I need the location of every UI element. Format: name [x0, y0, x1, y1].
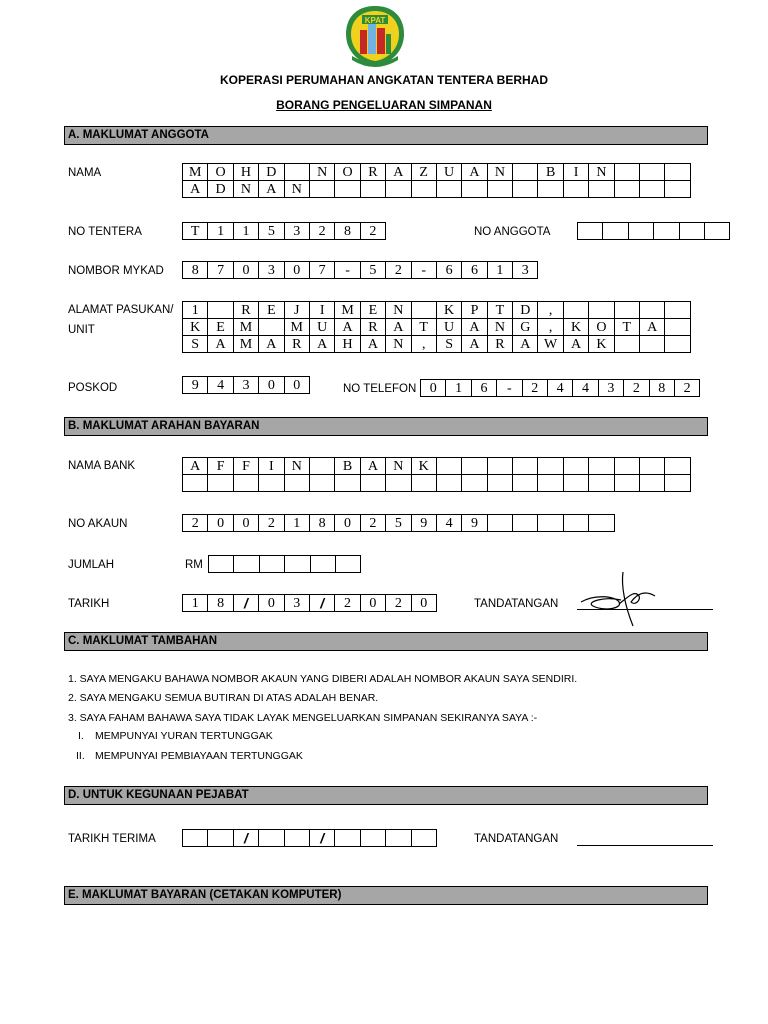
char-cell: A — [183, 181, 208, 198]
char-cell: I — [310, 302, 335, 319]
char-cell: 1 — [208, 223, 233, 240]
char-cell: 1 — [183, 302, 208, 319]
logo-text: KPAT — [364, 16, 386, 25]
nama-grid[interactable] — [182, 163, 691, 198]
char-cell — [310, 458, 335, 475]
char-cell: - — [497, 380, 522, 397]
char-cell: 2 — [523, 380, 548, 397]
alamat-row-2[interactable] — [183, 319, 691, 336]
char-cell — [615, 181, 640, 198]
char-cell: 1 — [234, 223, 259, 240]
char-cell — [640, 164, 665, 181]
char-cell — [386, 475, 411, 492]
char-cell: 8 — [650, 380, 675, 397]
char-cell: 2 — [386, 595, 411, 612]
poskod-field[interactable] — [182, 376, 310, 394]
char-cell: 2 — [361, 223, 386, 240]
char-cell — [640, 458, 665, 475]
section-d-header: D. UNTUK KEGUNAAN PEJABAT — [64, 786, 708, 805]
char-cell: 9 — [462, 515, 487, 532]
char-cell: 8 — [208, 595, 233, 612]
char-cell: / — [234, 595, 259, 612]
char-cell: N — [285, 181, 310, 198]
char-cell: 3 — [513, 262, 538, 279]
char-cell — [564, 475, 589, 492]
char-cell: N — [234, 181, 259, 198]
char-cell: A — [564, 336, 589, 353]
char-cell: A — [310, 336, 335, 353]
char-cell — [615, 336, 640, 353]
char-cell — [589, 302, 614, 319]
char-cell: F — [208, 458, 233, 475]
char-cell: T — [615, 319, 640, 336]
item-ii: MEMPUNYAI PEMBIAYAAN TERTUNGGAK — [95, 750, 303, 762]
char-cell: D — [259, 164, 284, 181]
char-cell — [564, 458, 589, 475]
char-cell: 2 — [624, 380, 649, 397]
char-cell — [665, 302, 690, 319]
alamat-label-1: ALAMAT PASUKAN/ — [68, 304, 174, 316]
char-cell: N — [386, 458, 411, 475]
char-cell: N — [488, 164, 513, 181]
char-cell — [538, 458, 563, 475]
char-cell: B — [538, 164, 563, 181]
char-cell: A — [640, 319, 665, 336]
char-cell — [513, 458, 538, 475]
char-cell — [589, 515, 614, 532]
char-cell: A — [513, 336, 538, 353]
char-cell — [513, 515, 538, 532]
char-cell — [386, 830, 411, 847]
mykad-label: NOMBOR MYKAD — [68, 265, 164, 277]
char-cell: H — [335, 336, 360, 353]
char-cell — [538, 181, 563, 198]
char-cell: T — [488, 302, 513, 319]
statement-3: 3. SAYA FAHAM BAHAWA SAYA TIDAK LAYAK MENGELUARKAN SIMPANAN SEKIRANYA SAYA :- — [68, 712, 538, 724]
char-cell: 3 — [234, 377, 259, 394]
kpat-logo — [342, 4, 408, 68]
no-tentera-label: NO TENTERA — [68, 226, 142, 238]
char-cell: 2 — [335, 595, 360, 612]
char-cell — [285, 830, 310, 847]
char-cell: 8 — [183, 262, 208, 279]
char-cell: A — [386, 319, 411, 336]
signature-line — [577, 609, 713, 610]
char-cell — [208, 302, 233, 319]
char-cell — [285, 475, 310, 492]
char-cell: / — [234, 830, 259, 847]
char-cell: E — [208, 319, 233, 336]
char-cell — [259, 319, 284, 336]
char-cell — [209, 556, 234, 573]
char-cell: 2 — [259, 515, 284, 532]
char-cell: 2 — [361, 515, 386, 532]
char-cell — [386, 181, 411, 198]
jumlah-label: JUMLAH — [68, 559, 115, 571]
char-cell: 6 — [462, 262, 487, 279]
char-cell: A — [386, 164, 411, 181]
poskod-label: POSKOD — [68, 382, 118, 394]
char-cell — [640, 475, 665, 492]
char-cell: T — [412, 319, 437, 336]
akaun-field[interactable] — [182, 514, 615, 532]
char-cell: 0 — [335, 515, 360, 532]
char-cell: 0 — [285, 377, 310, 394]
char-cell: M — [234, 336, 259, 353]
signature — [575, 566, 715, 630]
char-cell: 0 — [412, 595, 437, 612]
char-cell: K — [589, 336, 614, 353]
char-cell — [665, 164, 690, 181]
char-cell — [564, 181, 589, 198]
char-cell: 2 — [675, 380, 700, 397]
char-cell: U — [437, 164, 462, 181]
tarikh-field[interactable] — [182, 594, 437, 612]
char-cell: 1 — [488, 262, 513, 279]
char-cell: H — [234, 164, 259, 181]
char-cell: R — [285, 336, 310, 353]
char-cell: R — [361, 164, 386, 181]
section-e-header: E. MAKLUMAT BAYARAN (CETAKAN KOMPUTER) — [64, 886, 708, 905]
char-cell: B — [335, 458, 360, 475]
char-cell — [259, 830, 284, 847]
char-cell: 0 — [234, 262, 259, 279]
char-cell: 4 — [548, 380, 573, 397]
char-cell: A — [259, 336, 284, 353]
signature-line-pejabat[interactable] — [577, 845, 713, 846]
nama-row-1[interactable] — [183, 164, 691, 181]
char-cell: 6 — [472, 380, 497, 397]
char-cell: A — [361, 336, 386, 353]
char-cell — [183, 830, 208, 847]
char-cell: T — [183, 223, 208, 240]
bank-row-1[interactable] — [183, 458, 691, 475]
char-cell: A — [208, 336, 233, 353]
nama-row-2[interactable] — [183, 181, 691, 198]
char-cell — [234, 556, 259, 573]
char-cell: S — [183, 336, 208, 353]
char-cell: N — [386, 302, 411, 319]
char-cell — [437, 458, 462, 475]
item-i: MEMPUNYAI YURAN TERTUNGGAK — [95, 730, 273, 742]
char-cell: D — [513, 302, 538, 319]
char-cell — [640, 302, 665, 319]
char-cell: 0 — [421, 380, 446, 397]
tarikh-terima-label: TARIKH TERIMA — [68, 833, 156, 845]
char-cell: U — [310, 319, 335, 336]
char-cell — [564, 302, 589, 319]
char-cell — [208, 830, 233, 847]
form-title: BORANG PENGELUARAN SIMPANAN — [276, 98, 492, 112]
char-cell: 9 — [183, 377, 208, 394]
section-b-header: B. MAKLUMAT ARAHAN BAYARAN — [64, 417, 708, 436]
char-cell: 4 — [208, 377, 233, 394]
char-cell: O — [589, 319, 614, 336]
char-cell — [285, 164, 310, 181]
char-cell: M — [335, 302, 360, 319]
char-cell — [603, 223, 628, 240]
char-cell: 3 — [259, 262, 284, 279]
char-cell — [705, 223, 730, 240]
char-cell: G — [513, 319, 538, 336]
char-cell — [615, 458, 640, 475]
char-cell: A — [335, 319, 360, 336]
char-cell: 0 — [208, 515, 233, 532]
telefon-field[interactable] — [420, 379, 700, 397]
char-cell: P — [462, 302, 487, 319]
char-cell: 3 — [599, 380, 624, 397]
char-cell — [615, 302, 640, 319]
char-cell: / — [310, 595, 335, 612]
char-cell — [564, 515, 589, 532]
char-cell: M — [285, 319, 310, 336]
char-cell: W — [538, 336, 563, 353]
char-cell — [615, 475, 640, 492]
char-cell — [412, 475, 437, 492]
no-anggota-label: NO ANGGOTA — [474, 226, 551, 238]
char-cell: - — [335, 262, 360, 279]
char-cell — [629, 223, 654, 240]
char-cell — [285, 556, 310, 573]
char-cell — [437, 475, 462, 492]
char-cell: A — [462, 164, 487, 181]
char-cell: N — [285, 458, 310, 475]
char-cell: 2 — [310, 223, 335, 240]
char-cell: , — [538, 319, 563, 336]
alamat-row-3[interactable] — [183, 336, 691, 353]
char-cell: 4 — [437, 515, 462, 532]
char-cell — [412, 830, 437, 847]
char-cell — [259, 475, 284, 492]
char-cell: 0 — [259, 377, 284, 394]
char-cell — [513, 164, 538, 181]
char-cell: , — [412, 336, 437, 353]
char-cell — [488, 458, 513, 475]
char-cell — [589, 458, 614, 475]
char-cell: 0 — [361, 595, 386, 612]
char-cell — [665, 458, 690, 475]
char-cell: 1 — [183, 595, 208, 612]
item-i-num: I. — [78, 730, 84, 742]
char-cell: R — [361, 319, 386, 336]
char-cell: 2 — [183, 515, 208, 532]
char-cell: , — [538, 302, 563, 319]
char-cell: 3 — [285, 595, 310, 612]
bank-row-2[interactable] — [183, 475, 691, 492]
char-cell — [437, 181, 462, 198]
char-cell: 7 — [310, 262, 335, 279]
char-cell — [615, 164, 640, 181]
alamat-grid[interactable] — [182, 301, 691, 353]
rm-label: RM — [185, 559, 203, 571]
bank-grid[interactable] — [182, 457, 691, 492]
mykad-field[interactable] — [182, 261, 538, 279]
char-cell — [335, 475, 360, 492]
char-cell: 5 — [386, 515, 411, 532]
char-cell: R — [234, 302, 259, 319]
org-name: KOPERASI PERUMAHAN ANGKATAN TENTERA BERHAD — [219, 73, 548, 87]
char-cell: N — [386, 336, 411, 353]
char-cell — [513, 181, 538, 198]
char-cell — [361, 475, 386, 492]
char-cell — [183, 475, 208, 492]
char-cell: K — [564, 319, 589, 336]
char-cell: 8 — [335, 223, 360, 240]
alamat-label-2: UNIT — [68, 324, 95, 336]
bank-label: NAMA BANK — [68, 460, 136, 472]
tandatangan-pejabat-label: TANDATANGAN — [474, 833, 559, 845]
char-cell: 5 — [259, 223, 284, 240]
section-c-header: C. MAKLUMAT TAMBAHAN — [64, 632, 708, 651]
char-cell — [513, 475, 538, 492]
no-anggota-field[interactable] — [577, 222, 730, 240]
char-cell — [665, 319, 690, 336]
char-cell — [234, 475, 259, 492]
item-ii-num: II. — [76, 750, 85, 762]
char-cell — [488, 475, 513, 492]
statement-2: 2. SAYA MENGAKU SEMUA BUTIRAN DI ATAS ADALAH BENAR. — [68, 692, 379, 704]
char-cell: A — [259, 181, 284, 198]
char-cell — [336, 556, 361, 573]
char-cell — [578, 223, 603, 240]
char-cell — [335, 830, 360, 847]
char-cell: I — [259, 458, 284, 475]
char-cell — [640, 336, 665, 353]
char-cell: 0 — [234, 515, 259, 532]
char-cell: N — [488, 319, 513, 336]
char-cell: O — [335, 164, 360, 181]
char-cell: D — [208, 181, 233, 198]
char-cell — [665, 475, 690, 492]
char-cell: 4 — [573, 380, 598, 397]
char-cell: K — [183, 319, 208, 336]
char-cell: U — [437, 319, 462, 336]
char-cell: 7 — [208, 262, 233, 279]
char-cell — [412, 302, 437, 319]
char-cell — [361, 830, 386, 847]
telefon-label: NO TELEFON — [343, 383, 417, 395]
char-cell: O — [208, 164, 233, 181]
char-cell — [208, 475, 233, 492]
char-cell — [412, 181, 437, 198]
char-cell — [680, 223, 705, 240]
nama-label: NAMA — [68, 167, 102, 179]
char-cell: 9 — [412, 515, 437, 532]
char-cell: - — [412, 262, 437, 279]
char-cell: I — [564, 164, 589, 181]
char-cell: 6 — [437, 262, 462, 279]
char-cell: A — [462, 336, 487, 353]
char-cell — [361, 181, 386, 198]
char-cell: 2 — [386, 262, 411, 279]
tandatangan-label: TANDATANGAN — [474, 598, 559, 610]
char-cell — [488, 181, 513, 198]
char-cell — [462, 458, 487, 475]
char-cell: / — [310, 830, 335, 847]
char-cell — [654, 223, 679, 240]
char-cell: 8 — [310, 515, 335, 532]
char-cell: A — [183, 458, 208, 475]
char-cell — [260, 556, 285, 573]
char-cell — [310, 475, 335, 492]
no-tentera-field[interactable] — [182, 222, 386, 240]
char-cell — [538, 515, 563, 532]
char-cell: A — [462, 319, 487, 336]
char-cell: 3 — [285, 223, 310, 240]
char-cell: N — [589, 164, 614, 181]
jumlah-field[interactable] — [208, 555, 361, 573]
statement-1: 1. SAYA MENGAKU BAHAWA NOMBOR AKAUN YANG DIBERI ADALAH NOMBOR AKAUN SAYA SENDIRI. — [68, 673, 578, 685]
char-cell: 0 — [259, 595, 284, 612]
char-cell: Z — [412, 164, 437, 181]
char-cell — [335, 181, 360, 198]
tarikh-terima-field[interactable] — [182, 829, 437, 847]
akaun-label: NO AKAUN — [68, 518, 128, 530]
char-cell: 1 — [446, 380, 471, 397]
char-cell — [462, 475, 487, 492]
char-cell: K — [437, 302, 462, 319]
char-cell: M — [183, 164, 208, 181]
char-cell: 0 — [285, 262, 310, 279]
char-cell: R — [488, 336, 513, 353]
char-cell: A — [361, 458, 386, 475]
char-cell: S — [437, 336, 462, 353]
char-cell: E — [259, 302, 284, 319]
char-cell: K — [412, 458, 437, 475]
char-cell — [665, 336, 690, 353]
char-cell — [640, 181, 665, 198]
char-cell — [488, 515, 513, 532]
char-cell — [665, 181, 690, 198]
char-cell — [589, 475, 614, 492]
char-cell: E — [361, 302, 386, 319]
char-cell: M — [234, 319, 259, 336]
char-cell: F — [234, 458, 259, 475]
alamat-row-1[interactable] — [183, 302, 691, 319]
char-cell: 1 — [285, 515, 310, 532]
char-cell: N — [310, 164, 335, 181]
char-cell — [462, 181, 487, 198]
char-cell — [589, 181, 614, 198]
section-a-header: A. MAKLUMAT ANGGOTA — [64, 126, 708, 145]
char-cell — [310, 181, 335, 198]
char-cell — [538, 475, 563, 492]
char-cell: J — [285, 302, 310, 319]
char-cell — [311, 556, 336, 573]
tarikh-label: TARIKH — [68, 598, 110, 610]
char-cell: 5 — [361, 262, 386, 279]
